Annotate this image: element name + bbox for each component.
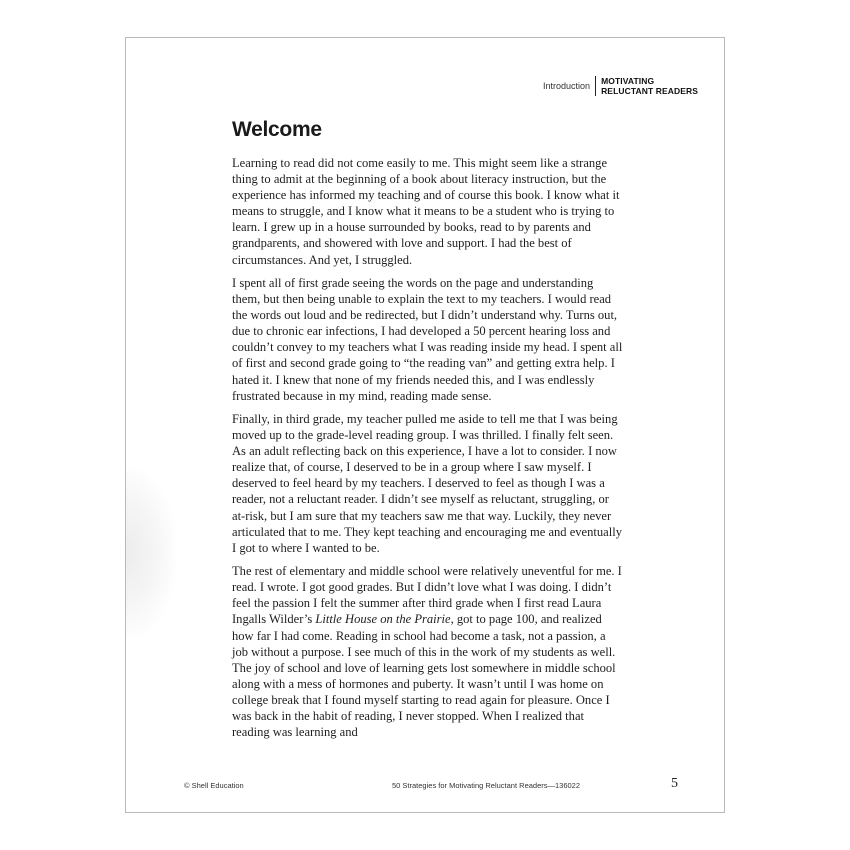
running-head — [543, 76, 698, 96]
paragraph-3: Finally, in third grade, my teacher pulled me aside to tell me that I was being moved up to the grade-level reading group. I was thrilled. I finally felt seen. As an adult reflecting back on this experience, I have a lot to consider. I now realize that, of course, I deserved to be in a group where I saw myself. I deserved to feel heard by my teachers. I deserved to feel as though I was a reader, not a reluctant reader. I didn’t see myself as reluctant, struggling, or at-risk, but I am sure that my teachers saw me that way. Luckily, they never articulated that to me. They kept teaching and encouraging me and eventually I got to where I wanted to be. — [232, 412, 622, 555]
paragraph-2: I spent all of first grade seeing the words on the page and understanding them, but then being unable to explain the text to my teachers. I would read the words out loud and be redirected, but I didn’t understand why. Turns out, due to chronic ear infections, I had developed a 50 percent hearing loss and couldn’t convey to my teachers what I was reading inside my head. I spent all of first and second grade going to “the reading van” and getting extra help. I hated it. I knew that none of my friends needed this, and I was endlessly frustrated because in my mind, reading made sense. — [232, 275, 623, 403]
section-label: Introduction — [543, 81, 591, 91]
publisher-credit: © Shell Education — [184, 781, 244, 790]
book-title-label — [595, 76, 698, 96]
page-number: 5 — [671, 776, 678, 791]
book-title-line-1: MOTIVATING — [601, 76, 655, 86]
book-title-line-2: RELUCTANT READERS — [601, 86, 698, 96]
paragraph-4-start: The rest of elementary and middle school were relatively uneventful for me. I read. I wrote. I got good grades. But I didn’t love what I was doing. I didn’t feel the passion I felt the summer after third grade when I first read Laura Ingalls Wilder’s — [232, 564, 622, 627]
page-shadow — [126, 468, 176, 638]
page-title: Welcome — [232, 118, 322, 141]
body-text — [232, 155, 624, 747]
paragraph-4-end: , got to page 100, and realized how far I had come. Reading in school had become a task, not a passion, a job without a purpose. I see much of this in the work of my students as well. The joy of school and love of learning gets lost somewhere in middle school along with a mess of hormones and puberty. It wasn’t until I was home on college break that I found myself starting to read again for pleasure. Once I was back in the habit of reading, I never stopped. When I realized that reading was learning and — [232, 612, 616, 740]
book-page — [125, 37, 725, 813]
book-reference: 50 Strategies for Motivating Reluctant Readers—136022 — [392, 781, 581, 790]
paragraph-4 — [232, 563, 624, 740]
book-title-italic: Little House on the Prairie — [315, 612, 451, 627]
paragraph-1: Learning to read did not come easily to me. This might seem like a strange thing to admit at the beginning of a book about literacy instruction, but the experience has informed my teaching and of course this book. I know what it means to struggle, and I know what it means to be a student who is trying to learn. I grew up in a house surrounded by books, read to by parents and grandparents, and showered with love and support. I had the best of circumstances. And yet, I struggled. — [232, 156, 620, 267]
